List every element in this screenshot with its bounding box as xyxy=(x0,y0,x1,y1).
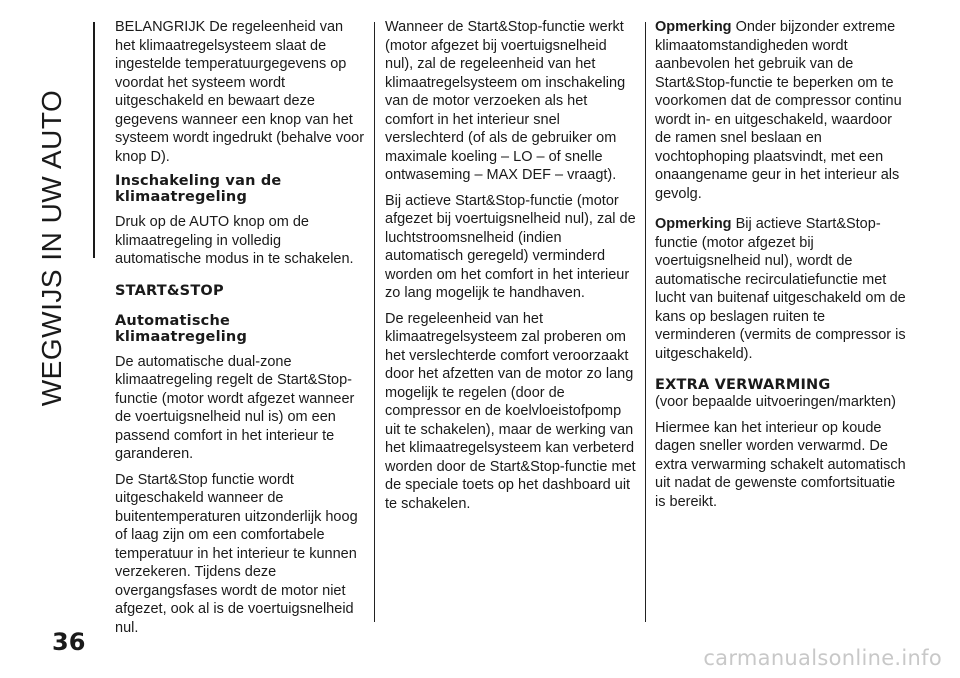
section-heading: START&STOP xyxy=(115,282,224,299)
paragraph: Bij actieve Start&Stop-functie (motor afgezet bij voertuigsnelheid nul), zal de luchtstroomsnelheid (indien automatisch geregeld) verminderd worden om het comfort in het interieur zo lang mogelijk te handhaven. xyxy=(385,192,636,301)
paragraph: De automatische dual-zone klimaatregeling regelt de Start&Stop-functie (motor wordt afgezet wanneer de voertuigsnelheid nul is) om een passend comfort in het interieur te garanderen. xyxy=(115,353,355,462)
column-1 xyxy=(115,18,367,644)
note-label: Opmerking xyxy=(655,19,736,35)
column-2 xyxy=(385,18,637,520)
paragraph: De regeleenheid van het klimaatregelsysteem zal proberen om het verslechterde comfort veroorzaakt door het afzetten van de motor zo lang mogelijk te regelen (door de compressor en de koelvloeistofpomp uit te schakelen), maar de werking van het klimaatregelsysteem kan verbeterd worden door de Start&Stop-functie met de speciale toets op het dashboard uit te schakelen. xyxy=(385,310,636,512)
note-text: Onder bijzonder extreme klimaatomstandigheden wordt aanbevolen het gebruik van de Start&Stop-functie te beperken om te voorkomen dat de compressor continu wordt in- en uitgeschakeld, waardoor de ramen snel beslaan en vochtophoping plaatsvindt, met een onaangename geur in het interieur als gevolg. xyxy=(655,19,902,202)
paragraph: De Start&Stop functie wordt uitgeschakeld wanneer de buitentemperaturen uitzonderlijk hoog of laag zijn om een comfortabele temperatuur in het interieur te kunnen verzekeren. Tijdens deze overgangsfases wordt de motor niet afgezet, ook al is de voertuigsnelheid nul. xyxy=(115,471,358,636)
watermark: carmanualsonline.info xyxy=(703,646,942,670)
section-heading: EXTRA VERWARMING xyxy=(655,377,831,393)
section-heading: Inschakeling van de klimaatregeling xyxy=(115,173,282,205)
paragraph: Druk op de AUTO knop om de klimaatregeling in volledig automatische modus in te schakelen. xyxy=(115,214,354,267)
note-paragraph xyxy=(655,18,909,203)
note-paragraph xyxy=(655,215,909,363)
note-label: Opmerking xyxy=(655,216,736,232)
section-heading: Automatische klimaatregeling xyxy=(115,312,248,345)
paragraph: Hiermee kan het interieur op koude dagen sneller worden verwarmd. De extra verwarming schakelt automatisch uit nadat de gewenste comfortsituatie is bereikt. xyxy=(655,419,906,510)
chapter-rule xyxy=(93,22,95,258)
column-divider xyxy=(645,22,646,622)
section-subtitle: (voor bepaalde uitvoeringen/markten) xyxy=(655,394,896,410)
paragraph: Wanneer de Start&Stop-functie werkt (motor afgezet bij voertuigsnelheid nul), zal de regeleenheid van het klimaatregelsysteem om inschakeling van de motor verzoeken als het comfort in het interieur snel verslechterd (of als de gebruiker om maximale koeling – LO – of snelle ontwaseming – MAX DEF – vraagt). xyxy=(385,19,626,183)
note-text: Bij actieve Start&Stop-functie (motor afgezet bij voertuigsnelheid nul), wordt de automatische recirculatiefunctie met lucht van buitenaf uitgeschakeld om de kans op beslagen ruiten te verminderen (vermits de compressor is uitgeschakeld). xyxy=(655,216,906,362)
column-divider xyxy=(374,22,375,622)
paragraph: BELANGRIJK De regeleenheid van het klimaatregelsysteem slaat de ingestelde temperatuurgegevens op voordat het systeem wordt uitgeschakeld en bewaart deze gegevens wanneer een knop van het systeem wordt ingedrukt (behalve voor knop D). xyxy=(115,19,365,165)
column-3 xyxy=(655,18,909,518)
chapter-title: WEGWIJS IN UW AUTO xyxy=(36,89,67,407)
page-number: 36 xyxy=(52,628,86,656)
